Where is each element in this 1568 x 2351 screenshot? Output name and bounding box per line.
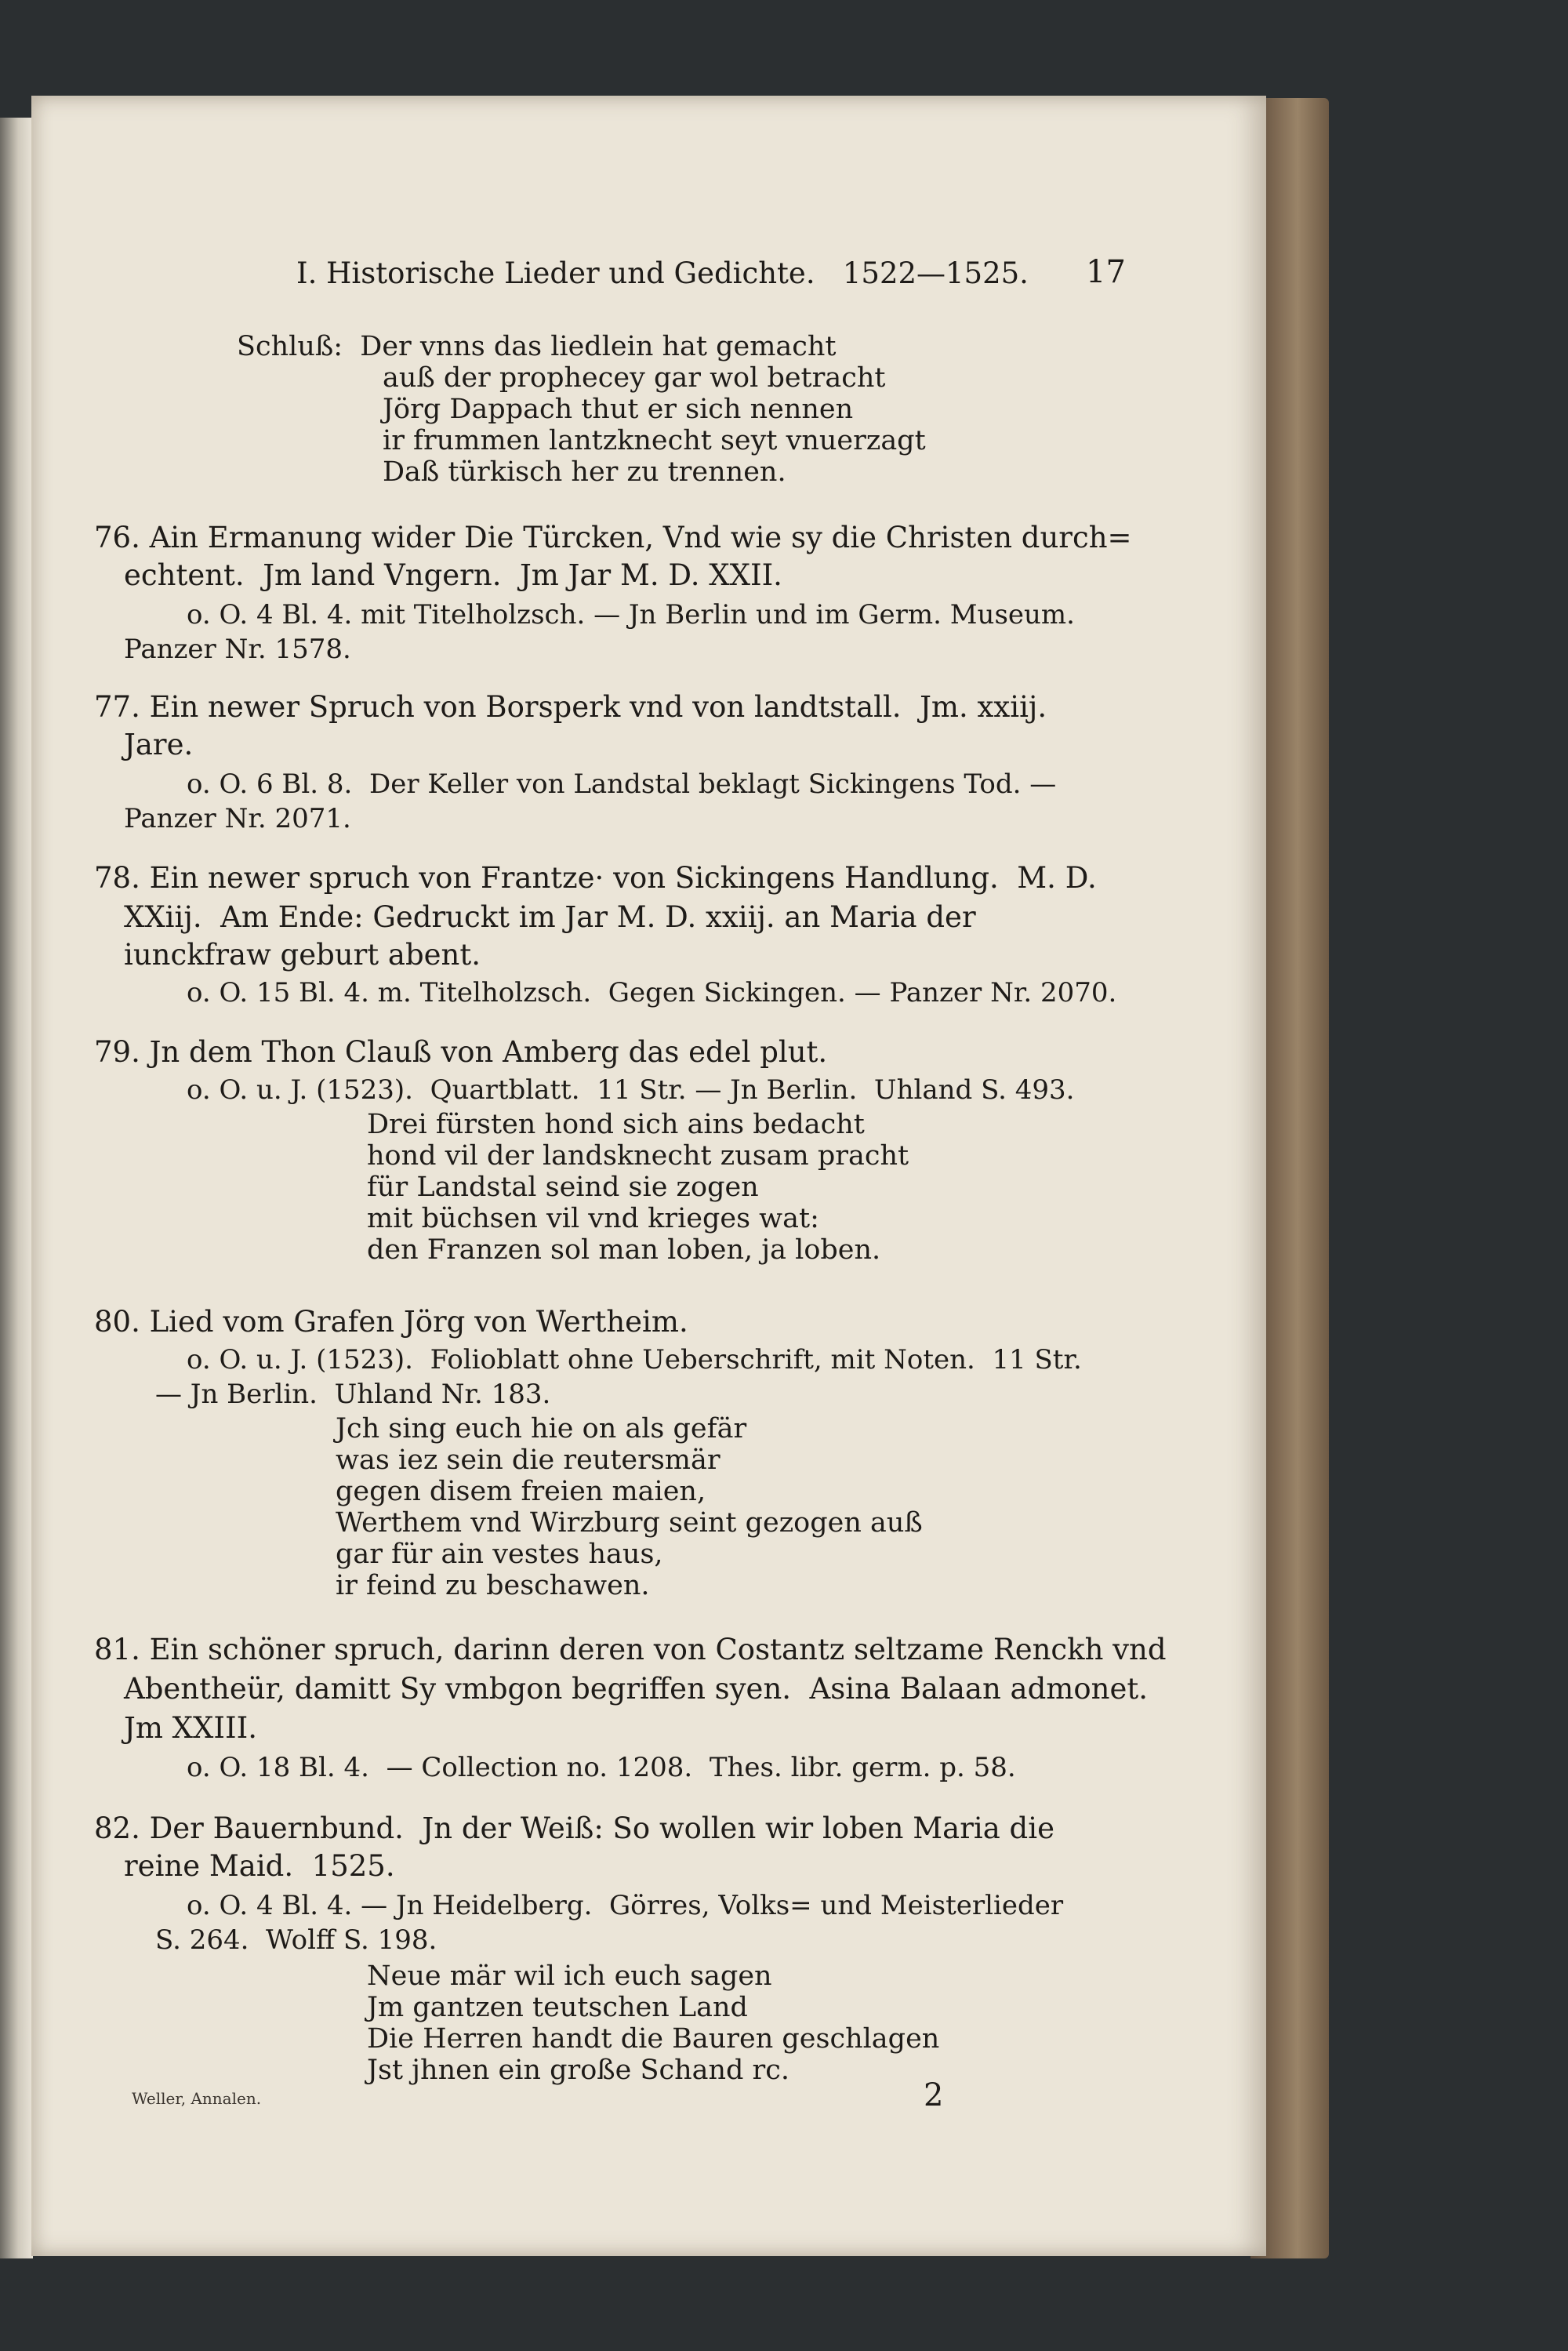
running-title: I. Historische Lieder und Gedichte. 1522—1525. (296, 256, 1029, 290)
verse-line: Jst jhnen ein große Schand rc. (367, 2055, 790, 2086)
entry-title-line: XXiij. Am Ende: Gedruckt im Jar M. D. xxiij. an Maria der (124, 900, 976, 934)
verse-line: Jch sing euch hie on als gefär (336, 1413, 747, 1444)
verse-line: für Landstal seind sie zogen (367, 1172, 759, 1203)
verse-line: gar für ain vestes haus, (336, 1539, 663, 1570)
entry-title-line: 78. Ein newer spruch von Frantze· von Sickingens Handlung. M. D. (94, 861, 1097, 895)
entry-note-line: Panzer Nr. 2071. (124, 803, 351, 834)
schluss-line: Daß türkisch her zu trennen. (383, 456, 786, 488)
sheet-number: 2 (924, 2077, 944, 2113)
book-page (31, 96, 1266, 2256)
verse-line: Drei fürsten hond sich ains bedacht (367, 1109, 865, 1140)
entry-note-line: o. O. 4 Bl. 4. mit Titelholzsch. — Jn Berlin und im Germ. Museum. (187, 599, 1075, 630)
verse-line: Die Herren handt die Bauren geschlagen (367, 2023, 940, 2055)
entry-note-line: o. O. 6 Bl. 8. Der Keller von Landstal beklagt Sickingens Tod. — (187, 769, 1057, 800)
schluss-line: auß der prophecey gar wol betracht (383, 362, 886, 394)
entry-note-line: Panzer Nr. 1578. (124, 634, 351, 665)
verse-line: Werthem vnd Wirzburg seint gezogen auß (336, 1507, 923, 1539)
verse-line: hond vil der landsknecht zusam pracht (367, 1140, 909, 1172)
verse-line: den Franzen sol man loben, ja loben. (367, 1234, 881, 1266)
schluss-line: Schluß: Der vnns das liedlein hat gemacht (237, 331, 837, 362)
verse-line: was iez sein die reutersmär (336, 1444, 720, 1476)
entry-note-line: o. O. u. J. (1523). Folioblatt ohne Ueberschrift, mit Noten. 11 Str. (187, 1344, 1082, 1375)
entry-title-line: Jm XXIII. (124, 1711, 257, 1745)
footer-signature: Weller, Annalen. (132, 2089, 262, 2108)
entry-note-line: o. O. u. J. (1523). Quartblatt. 11 Str. — Jn Berlin. Uhland S. 493. (187, 1074, 1075, 1106)
verse-line: Jm gantzen teutschen Land (367, 1992, 748, 2023)
entry-note-line: o. O. 4 Bl. 4. — Jn Heidelberg. Görres, Volks= und Meisterlieder (187, 1890, 1064, 1921)
schluss-line: Jörg Dappach thut er sich nennen (383, 394, 854, 425)
entry-title-line: Jare. (124, 728, 194, 761)
entry-note-line: o. O. 15 Bl. 4. m. Titelholzsch. Gegen Sickingen. — Panzer Nr. 2070. (187, 977, 1117, 1008)
entry-title-line: 81. Ein schöner spruch, darinn deren von Costantz seltzame Renckh vnd (94, 1633, 1167, 1666)
entry-note-line: — Jn Berlin. Uhland Nr. 183. (155, 1379, 551, 1410)
schluss-line: ir frummen lantzknecht seyt vnuerzagt (383, 425, 926, 456)
verse-line: Neue mär wil ich euch sagen (367, 1960, 772, 1992)
verse-line: gegen disem freien maien, (336, 1476, 706, 1507)
entry-title-line: 76. Ain Ermanung wider Die Türcken, Vnd wie sy die Christen durch= (94, 521, 1132, 554)
entry-note-line: S. 264. Wolff S. 198. (155, 1924, 437, 1956)
entry-title-line: 77. Ein newer Spruch von Borsperk vnd von landtstall. Jm. xxiij. (94, 690, 1047, 724)
entry-title-line: reine Maid. 1525. (124, 1849, 395, 1883)
book-spine-left (0, 118, 33, 2258)
entry-title-line: Abentheür, damitt Sy vmbgon begriffen syen. Asina Balaan admonet. (124, 1672, 1149, 1706)
entry-title-line: 80. Lied vom Grafen Jörg von Wertheim. (94, 1305, 688, 1339)
entry-title-line: 79. Jn dem Thon Clauß von Amberg das edel plut. (94, 1035, 828, 1069)
verse-line: mit büchsen vil vnd krieges wat: (367, 1203, 819, 1234)
entry-title-line: iunckfraw geburt abent. (124, 938, 481, 972)
entry-note-line: o. O. 18 Bl. 4. — Collection no. 1208. Thes. libr. germ. p. 58. (187, 1752, 1016, 1783)
entry-title-line: 82. Der Bauernbund. Jn der Weiß: So wollen wir loben Maria die (94, 1811, 1054, 1845)
page-number: 17 (1086, 254, 1126, 290)
verse-line: ir feind zu beschawen. (336, 1570, 650, 1601)
entry-title-line: echtent. Jm land Vngern. Jm Jar M. D. XXII. (124, 558, 782, 592)
